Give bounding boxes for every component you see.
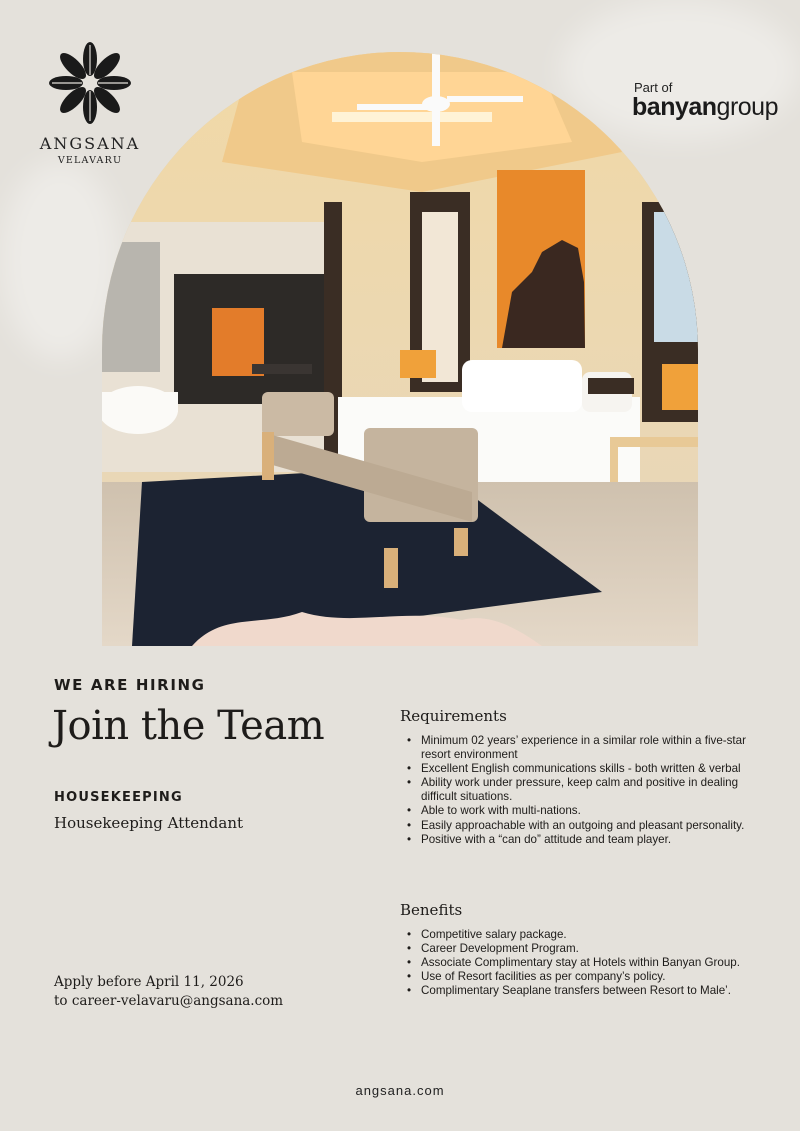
part-of-label: Part of [634, 80, 673, 95]
list-item: • Ability work under pressure, keep calm and positive in dealing difficult situations. [407, 776, 767, 804]
list-item: • Complimentary Seaplane transfers between Resort to Male’. [407, 984, 767, 998]
list-item: • Competitive salary package. [407, 928, 767, 942]
benefits-title: Benefits [400, 901, 463, 919]
role-title: Housekeeping Attendant [54, 814, 244, 832]
group-light: group [716, 93, 778, 121]
list-item: • Easily approachable with an outgoing and pleasant personality. [407, 819, 767, 833]
logo-brand: ANGSANA [39, 134, 141, 153]
list-item: • Positive with a “can do” attitude and team player. [407, 833, 767, 847]
apply-deadline: Apply before April 11, 2026 [54, 974, 244, 990]
requirements-title: Requirements [400, 707, 507, 725]
logo-sub: VELAVARU [57, 155, 123, 166]
list-item: • Able to work with multi-nations. [407, 804, 767, 818]
apply-contact-email: to career-velavaru@angsana.com [54, 993, 284, 1009]
department-label: HOUSEKEEPING [54, 790, 183, 805]
list-item: • Associate Complimentary stay at Hotels within Banyan Group. [407, 956, 767, 970]
requirements-list [407, 734, 767, 847]
list-item: • Use of Resort facilities as per company’s policy. [407, 970, 767, 984]
angsana-logo [38, 40, 142, 166]
benefits-list [407, 928, 767, 998]
banyan-bold: banyan [632, 93, 717, 121]
list-item: • Career Development Program. [407, 942, 767, 956]
application-info [54, 973, 283, 1011]
banyan-group-wordmark [632, 95, 778, 119]
page-title: Join the Team [52, 703, 325, 749]
flower-logo-icon [45, 40, 135, 126]
list-item: • Excellent English communications skills - both written & verbal [407, 762, 767, 776]
list-item: • Minimum 02 years’ experience in a similar role within a five-star resort environment [407, 734, 767, 762]
banyan-group-logo [632, 80, 778, 119]
website-footer[interactable]: angsana.com [355, 1083, 445, 1098]
hotel-bedroom-photo [102, 52, 698, 646]
we-are-hiring-label: WE ARE HIRING [54, 676, 206, 694]
